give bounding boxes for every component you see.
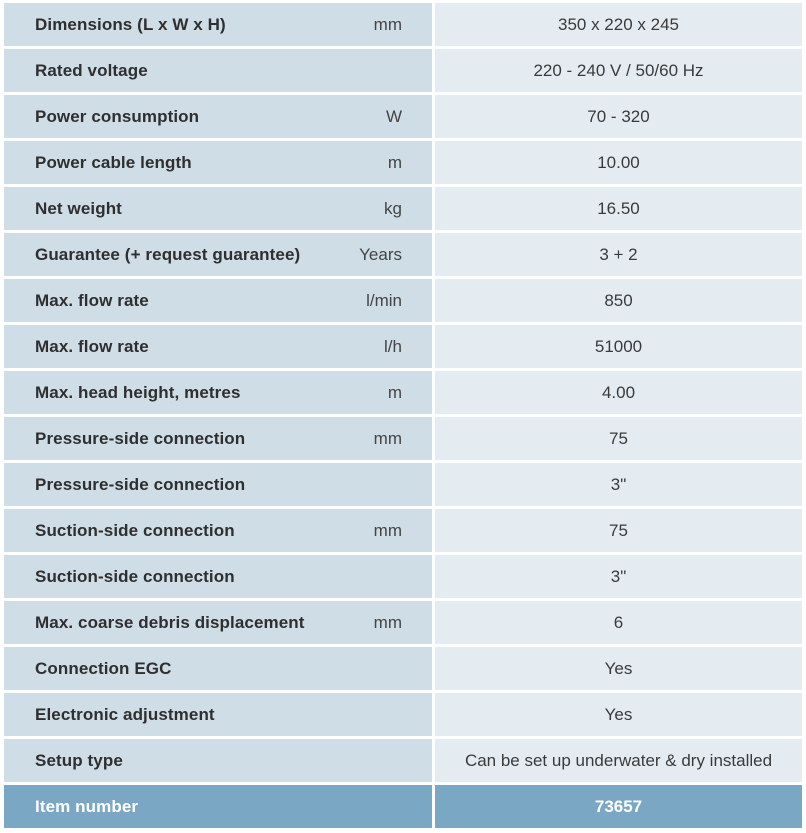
- spec-row-power-consumption: [4, 95, 802, 138]
- specs-table: [4, 3, 802, 831]
- spec-value: Yes: [435, 693, 802, 736]
- spec-label-cell: [4, 417, 432, 460]
- item-number-label: Item number: [35, 796, 139, 816]
- spec-name: Connection EGC: [35, 658, 172, 678]
- spec-value: 3": [435, 555, 802, 598]
- spec-row-item-number: [4, 785, 802, 828]
- spec-row-dimensions: [4, 3, 802, 46]
- spec-row-suction-side-inch: [4, 555, 802, 598]
- spec-name: Guarantee (+ request guarantee): [35, 244, 301, 264]
- spec-label-cell: [4, 693, 432, 736]
- spec-label-cell: [4, 785, 432, 828]
- spec-unit: mm: [373, 14, 402, 34]
- spec-value: 51000: [435, 325, 802, 368]
- spec-row-connection-egc: [4, 647, 802, 690]
- spec-row-setup-type: [4, 739, 802, 782]
- spec-label-cell: [4, 187, 432, 230]
- item-number-value: 73657: [435, 785, 802, 828]
- spec-label-cell: [4, 739, 432, 782]
- spec-row-suction-side-mm: [4, 509, 802, 552]
- spec-row-guarantee: [4, 233, 802, 276]
- spec-row-pressure-side-inch: [4, 463, 802, 506]
- spec-label-cell: [4, 509, 432, 552]
- spec-unit: kg: [384, 198, 402, 218]
- spec-row-max-flow-rate-lh: [4, 325, 802, 368]
- spec-unit: l/h: [384, 336, 402, 356]
- spec-value: 75: [435, 509, 802, 552]
- spec-label-cell: [4, 555, 432, 598]
- spec-unit: m: [387, 152, 402, 172]
- spec-value: 4.00: [435, 371, 802, 414]
- spec-name: Suction-side connection: [35, 566, 235, 586]
- spec-label-cell: [4, 233, 432, 276]
- spec-row-electronic-adjustment: [4, 693, 802, 736]
- spec-value: 70 - 320: [435, 95, 802, 138]
- spec-value: 75: [435, 417, 802, 460]
- spec-value: 220 - 240 V / 50/60 Hz: [435, 49, 802, 92]
- spec-label-cell: [4, 601, 432, 644]
- spec-label-cell: [4, 647, 432, 690]
- spec-label-cell: [4, 95, 432, 138]
- spec-name: Electronic adjustment: [35, 704, 215, 724]
- spec-value: 10.00: [435, 141, 802, 184]
- spec-label-cell: [4, 325, 432, 368]
- spec-unit: mm: [373, 428, 402, 448]
- spec-label-cell: [4, 141, 432, 184]
- spec-unit: l/min: [366, 290, 402, 310]
- spec-name: Max. flow rate: [35, 336, 149, 356]
- spec-unit: mm: [373, 520, 402, 540]
- spec-name: Setup type: [35, 750, 123, 770]
- spec-row-power-cable-length: [4, 141, 802, 184]
- spec-label-cell: [4, 49, 432, 92]
- spec-unit: m: [387, 382, 402, 402]
- spec-label-cell: [4, 463, 432, 506]
- spec-unit: Years: [359, 244, 402, 264]
- spec-row-net-weight: [4, 187, 802, 230]
- spec-value: 350 x 220 x 245: [435, 3, 802, 46]
- spec-unit: mm: [373, 612, 402, 632]
- spec-name: Suction-side connection: [35, 520, 235, 540]
- spec-row-max-head-height: [4, 371, 802, 414]
- spec-value: Yes: [435, 647, 802, 690]
- spec-label-cell: [4, 3, 432, 46]
- spec-row-coarse-debris: [4, 601, 802, 644]
- spec-name: Pressure-side connection: [35, 474, 246, 494]
- spec-name: Dimensions (L x W x H): [35, 14, 226, 34]
- spec-name: Max. flow rate: [35, 290, 149, 310]
- spec-row-rated-voltage: [4, 49, 802, 92]
- spec-name: Rated voltage: [35, 60, 148, 80]
- spec-value: 6: [435, 601, 802, 644]
- spec-label-cell: [4, 371, 432, 414]
- spec-name: Max. coarse debris displacement: [35, 612, 305, 632]
- spec-label-cell: [4, 279, 432, 322]
- spec-row-max-flow-rate-lmin: [4, 279, 802, 322]
- spec-name: Pressure-side connection: [35, 428, 246, 448]
- spec-value: 850: [435, 279, 802, 322]
- spec-name: Net weight: [35, 198, 122, 218]
- spec-name: Power cable length: [35, 152, 192, 172]
- spec-row-pressure-side-mm: [4, 417, 802, 460]
- spec-unit: W: [385, 106, 402, 126]
- spec-value: 3 + 2: [435, 233, 802, 276]
- spec-value: 3": [435, 463, 802, 506]
- spec-name: Max. head height, metres: [35, 382, 241, 402]
- spec-value: 16.50: [435, 187, 802, 230]
- spec-value: Can be set up underwater & dry installed: [435, 739, 802, 782]
- spec-name: Power consumption: [35, 106, 200, 126]
